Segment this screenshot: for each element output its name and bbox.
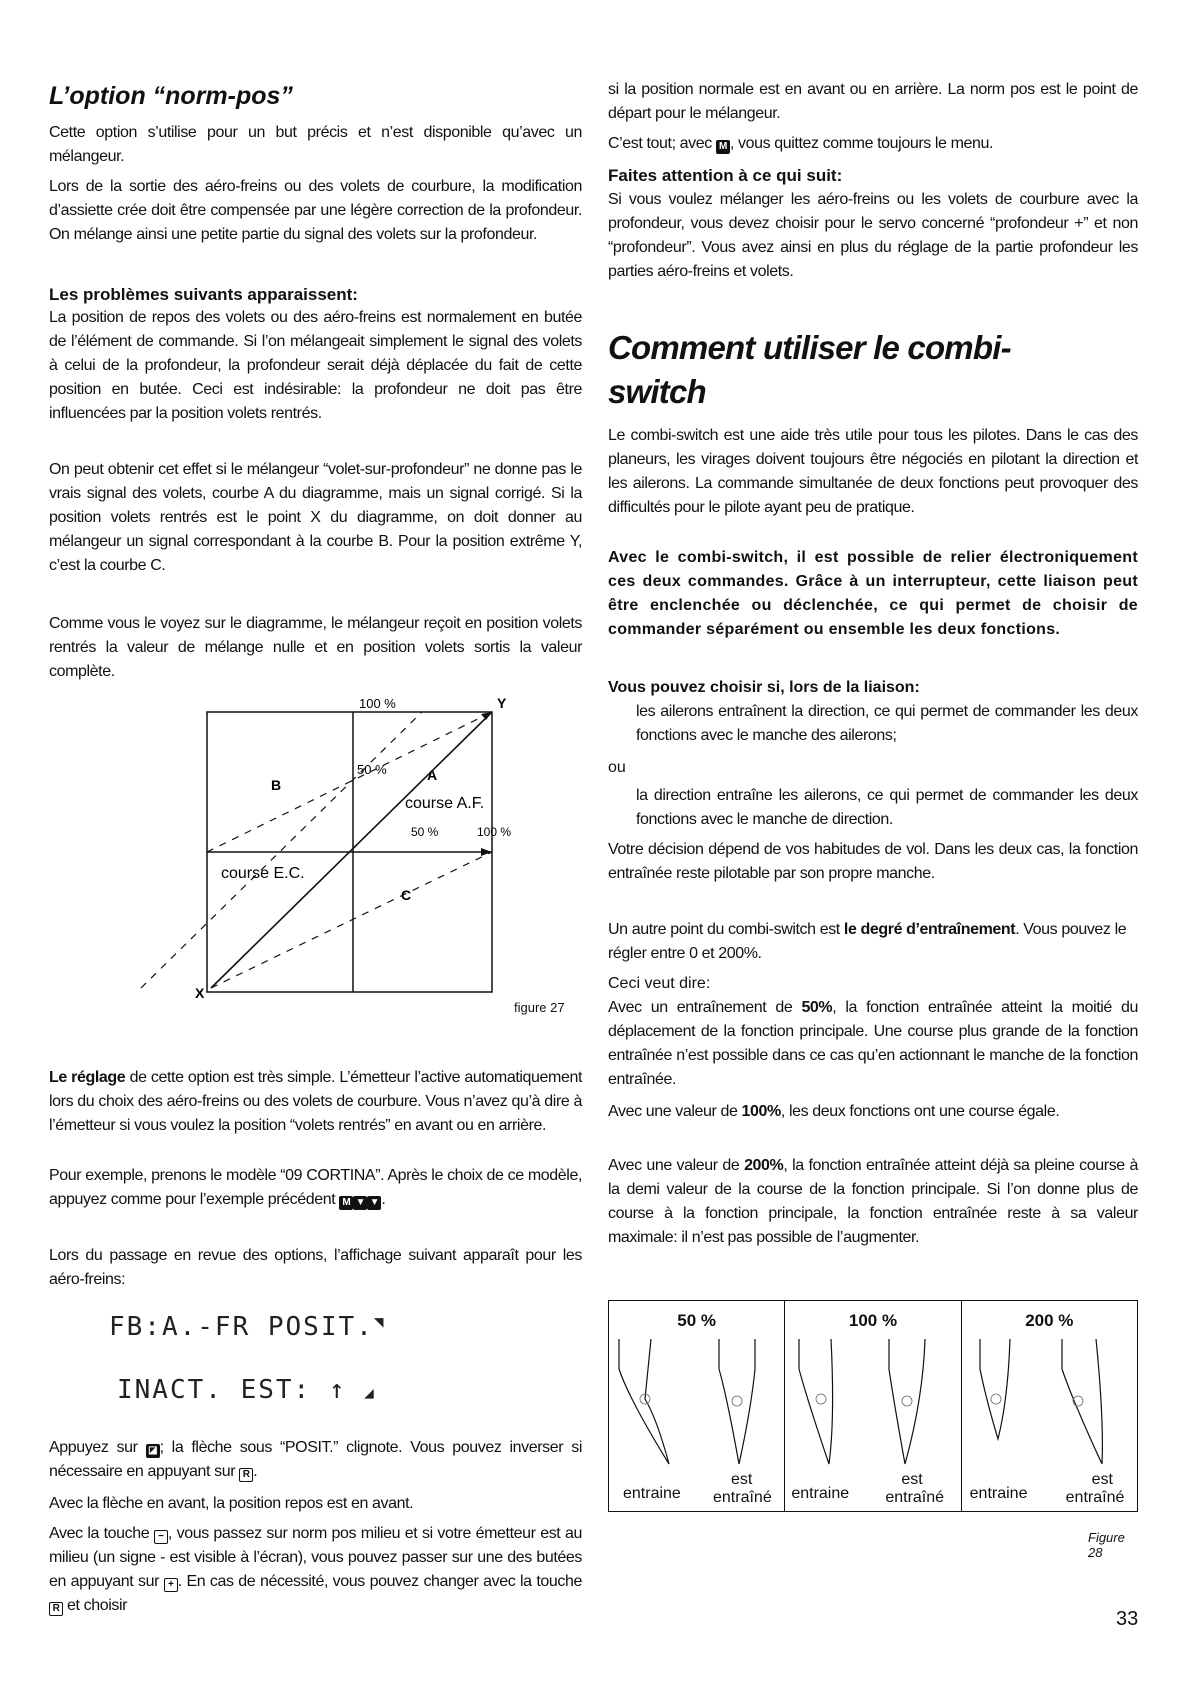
figure-27-diagram — [129, 690, 589, 1010]
text: , la fonction entraînée atteint déjà sa pleine course à la demi valeur de la course de la fonction principale. Si l’on donne plus de course à la fonction principale, la fonction entraînée reste à sa valeur maximale: il n’est pas possible de l’augmenter. — [608, 1157, 1138, 1246]
figure-28 — [608, 1300, 1138, 1512]
label-course-ec: course E.C. — [221, 865, 305, 882]
text: , les deux fonctions ont une course égale. — [780, 1103, 1060, 1120]
stick-diagram — [609, 1339, 785, 1474]
arrow-y — [481, 712, 492, 720]
text: . En cas de nécessité, vous pouvez changer avec la touche — [177, 1573, 583, 1590]
label-b: B — [271, 777, 282, 793]
curve-a — [211, 712, 492, 988]
paragraph — [608, 132, 1138, 156]
paragraph — [49, 1066, 582, 1138]
text: , vous quittez comme toujours le menu. — [729, 135, 994, 152]
paragraph: Pour exemple, prenons le modèle “09 CORTINA”. Après le choix de ce modèle, appuyez comme pour l’exemple précédent M ▼ ▼ . — [49, 1167, 582, 1208]
minus-key-icon: − — [154, 1530, 168, 1544]
panel-title: 200 % — [1025, 1311, 1074, 1330]
label-100-percent: 100 % — [359, 696, 396, 711]
text: ; la flèche sous “POSIT.” clignote. Vous pouvez inverser si nécessaire en appuyant sur — [49, 1439, 582, 1480]
paragraph — [608, 918, 1138, 966]
r-key-icon: R — [239, 1468, 253, 1482]
pivot — [816, 1394, 826, 1404]
paragraph: Ceci veut dire: — [608, 975, 711, 992]
stick-right — [719, 1339, 755, 1464]
label-driven-bottom: entraîné — [1065, 1489, 1125, 1506]
axis-label-100: 100 % — [477, 825, 512, 839]
corner-marker-icon: ◥ — [373, 1312, 386, 1331]
paragraph: Comme vous le voyez sur le diagramme, le mélangeur reçoit en position volets rentrés la valeur de mélange nulle et en position volets sortis la valeur complète. — [49, 615, 582, 680]
panel-title: 100 % — [848, 1311, 898, 1330]
text: Avec une valeur de — [608, 1103, 742, 1120]
paragraph — [608, 1154, 1138, 1250]
label-x: X — [195, 985, 205, 1001]
text: . Vous pouvez le régler entre 0 et 200%. — [608, 921, 1127, 962]
stick-left — [619, 1339, 669, 1464]
stick-left — [980, 1339, 1010, 1439]
lcd-display-line-1 — [109, 1312, 385, 1342]
figure-28-panel-50 — [609, 1301, 785, 1511]
pivot — [732, 1396, 742, 1406]
paragraph — [49, 1436, 582, 1484]
text: Appuyez sur — [49, 1439, 146, 1456]
text: Un autre point du combi-switch est — [608, 921, 844, 938]
paragraph: Si vous voulez mélanger les aéro-freins ou les volets de courbure avec la profondeur, vous devez choisir pour le servo concerné “profondeur +” et non “profondeur”. Vous avez ainsi en plus du réglage de la partie profondeur les parties aéro-freins et volets. — [608, 191, 1138, 280]
down-arrow-key-icon: ▼ — [367, 1196, 381, 1210]
section-heading-combi-switch: Comment utiliser le combi-switch — [608, 329, 1011, 410]
paragraph: La position de repos des volets ou des aéro-freins est normalement en butée de l’élément de commande. Si l’on mélangeait simplement le signal des volets à celui de la profondeur, la profondeur serait déjà déplacée du fait de cette position en butée. Ceci est indésirable: la profondeur ne doit pas être influencées par la position volets rentrés. — [49, 309, 582, 422]
bold-term: 50% — [801, 999, 833, 1016]
figure-28-caption: Figure 28 — [1088, 1530, 1125, 1560]
lcd-text: FB:A.-FR POSIT. — [109, 1312, 374, 1342]
label-course-af: course A.F. — [405, 795, 485, 812]
paragraph-bold: Avec le combi-switch, il est possible de relier électroniquement ces deux commandes. Grâce à un interrupteur, cette liaison peut être enclenchée ou déclenchée, ce qui permet de choisir de commander séparément ou ensemble les deux fonctions. — [608, 549, 1138, 638]
option-item: la direction entraîne les ailerons, ce qui permet de commander les deux fonctions avec le manche de direction. — [636, 787, 1138, 828]
paragraph: si la position normale est en avant ou en arrière. La norm pos est le point de départ pour le mélangeur. — [608, 81, 1138, 122]
label-leading: entraine — [623, 1485, 681, 1502]
curve-b-upper — [207, 712, 492, 852]
paragraph: Votre décision dépend de vos habitudes de vol. Dans les deux cas, la fonction entraînée reste pilotable par son propre manche. — [608, 841, 1138, 882]
stick-left — [799, 1339, 833, 1464]
stick-diagram — [962, 1339, 1138, 1474]
text: Pour exemple, prenons le modèle “09 CORTINA”. Après le choix de ce modèle, appuyez comme pour l’exemple précédent — [49, 1167, 582, 1208]
subheading: Les problèmes suivants apparaissent: — [49, 285, 358, 304]
paragraph: Le combi-switch est une aide très utile pour tous les pilotes. Dans le cas des planeurs, les virages doivent toujours être négociés en pilotant la direction et les ailerons. La commande simultanée de deux fonctions peut provoquer des difficultés pour le pilote ayant peu de pratique. — [608, 427, 1138, 516]
text: . — [253, 1463, 258, 1480]
subheading: Faites attention à ce qui suit: — [608, 166, 843, 185]
m-key-icon: M — [716, 140, 730, 154]
panel-title: 50 % — [677, 1311, 717, 1330]
bold-term: le degré d’entraînement — [843, 921, 1016, 938]
arrow-100 — [481, 848, 492, 856]
lcd-display-line-2 — [117, 1375, 376, 1405]
label-y: Y — [497, 695, 507, 711]
paragraph: Lors de la sortie des aéro-freins ou des volets de courbure, la modification d’assiette crée doit être compensée par une légère correction de la profondeur. On mélange ainsi une petite partie du signal des volets sur la profondeur. — [49, 178, 582, 243]
subheading: Vous pouvez choisir si, lors de la liaison: — [608, 679, 920, 696]
label-leading: entraine — [969, 1485, 1028, 1502]
text: et choisir — [63, 1597, 128, 1614]
label-c: C — [401, 887, 412, 903]
text: de cette option est très simple. L’émetteur l’active automatiquement lors du choix des aéro-freins ou des volets de courbure. Vous n’avez qu’à dire à l’émetteur si vous voulez la position “volets rentrés” en avant ou en arrière. — [49, 1069, 582, 1134]
label-driven-bottom: entraîné — [885, 1489, 945, 1506]
corner-marker-icon: ◢ — [364, 1383, 376, 1402]
paragraph — [608, 996, 1138, 1092]
down-arrow-key-icon: ▼ — [353, 1196, 367, 1210]
label-leading: entraine — [791, 1485, 850, 1502]
lcd-text: INACT. EST: ↑ — [117, 1375, 347, 1405]
edit-key-icon: ◪ — [146, 1444, 160, 1458]
section-heading-norm-pos: L’option “norm-pos” — [49, 82, 293, 110]
figure-27-caption: figure 27 — [514, 1000, 565, 1015]
text: Avec la touche — [49, 1525, 154, 1542]
label-50-percent: 50 % — [357, 762, 387, 777]
bold-term: 100% — [741, 1103, 781, 1120]
paragraph — [49, 1522, 582, 1618]
axis-label-50: 50 % — [411, 825, 439, 839]
label-driven-bottom: entraîné — [713, 1489, 772, 1506]
bold-term: Le réglage — [49, 1069, 126, 1086]
stick-right — [889, 1339, 925, 1464]
label-a: A — [427, 767, 438, 783]
option-item: les ailerons entraînent la direction, ce qui permet de commander les deux fonctions avec le manche des ailerons; — [636, 703, 1138, 744]
paragraph: On peut obtenir cet effet si le mélangeur “volet-sur-profondeur” ne donne pas le vrais signal des volets, courbe A du diagramme, mais un signal corrigé. Si la position volets rentrés est le point X du diagramme, on doit donner au mélangeur un signal correspondant à la courbe B. Pour la position extrême Y, c’est la courbe C. — [49, 461, 582, 574]
plus-key-icon: + — [164, 1578, 178, 1592]
label-driven-top: est — [901, 1471, 923, 1488]
page-number: 33 — [1116, 1608, 1139, 1630]
text: Avec une valeur de — [608, 1157, 745, 1174]
paragraph: Lors du passage en revue des options, l’affichage suivant apparaît pour les aéro-freins: — [49, 1247, 582, 1288]
paragraph — [608, 1100, 1138, 1124]
text: Avec un entraînement de — [608, 999, 802, 1016]
paragraph: Avec la flèche en avant, la position repos est en avant. — [49, 1495, 414, 1512]
stick-diagram — [785, 1339, 961, 1474]
text: , la fonction entraînée atteint la moitié du déplacement de la fonction principale. Une course plus grande de la fonction entraînée n’est possible dans ce cas qu’en actionnant le manche de la fonction entraînée. — [608, 999, 1138, 1088]
figure-28-panel-200 — [962, 1301, 1137, 1511]
option-separator: ou — [608, 759, 626, 776]
bold-term: 200% — [744, 1157, 784, 1174]
pivot — [991, 1394, 1001, 1404]
label-driven-top: est — [731, 1471, 753, 1488]
figure-28-panel-100 — [785, 1301, 961, 1511]
text: , vous passez sur norm pos milieu et si votre émetteur est au milieu (un signe - est visible à l’écran), vous pouvez passer sur une des butées en appuyant sur — [49, 1525, 582, 1590]
r-key-icon: R — [49, 1602, 63, 1616]
pivot — [902, 1396, 912, 1406]
curve-b — [141, 712, 422, 988]
label-driven-top: est — [1091, 1471, 1113, 1488]
m-key-icon: M — [339, 1196, 353, 1210]
text: C’est tout; avec — [608, 135, 716, 152]
paragraph: Cette option s’utilise pour un but précis et n’est disponible qu’avec un mélangeur. — [49, 124, 582, 165]
stick-right — [1062, 1339, 1102, 1464]
